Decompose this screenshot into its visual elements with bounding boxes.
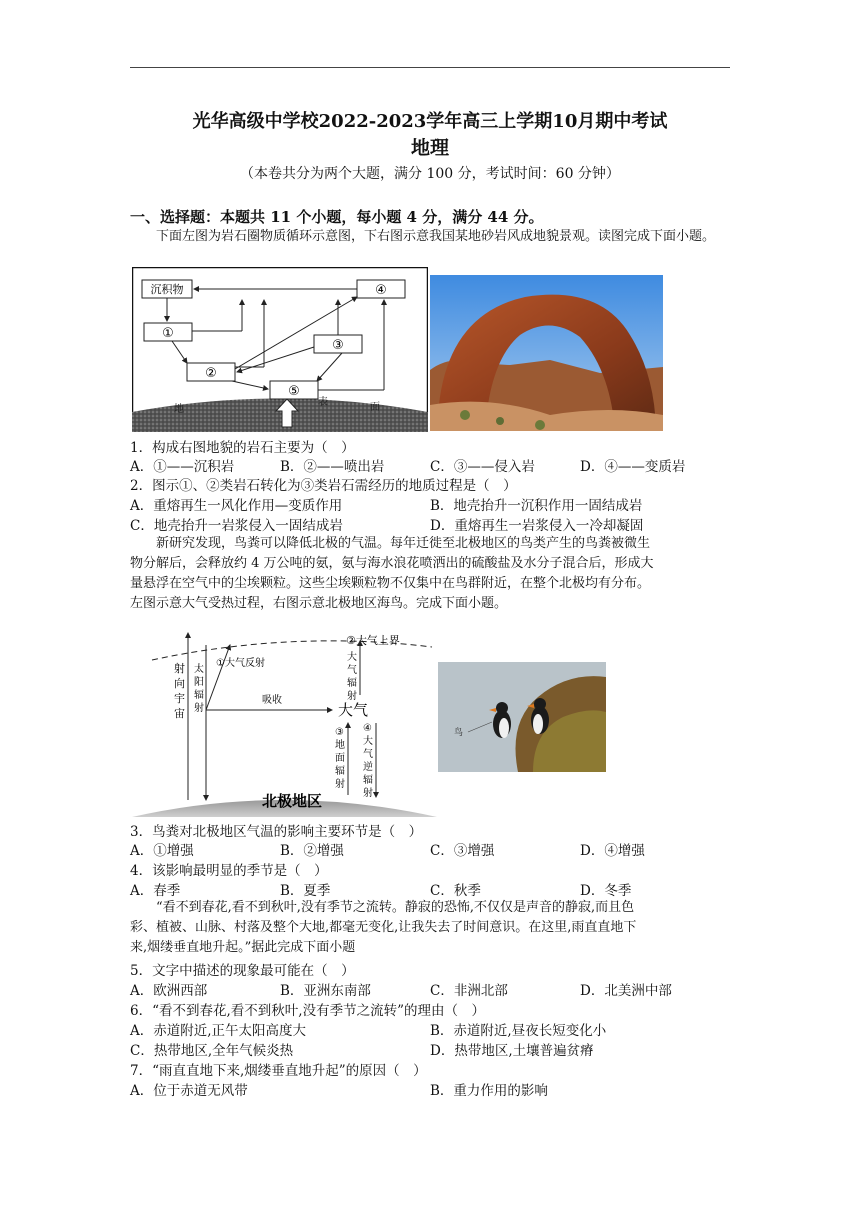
sediment-label: 沉积物: [150, 283, 184, 296]
bird-label: 鸟: [454, 728, 464, 738]
sandstone-arch-photo: [430, 275, 663, 431]
question-2-stem: 2．图示①、②类岩石转化为③类岩石需经历的地质过程是（ ）: [130, 478, 517, 494]
ground-rad-label-3: 面: [335, 753, 345, 764]
q7-option-b: B．重力作用的影响: [430, 1083, 548, 1099]
rock-cycle-diagram: [132, 267, 428, 432]
q6-option-d: D．热带地区,土壤普遍贫瘠: [430, 1043, 594, 1059]
q4-option-c: C．秋季: [430, 883, 481, 899]
solar-label-3: 辐: [194, 690, 204, 701]
q7-option-a: A．位于赤道无风带: [130, 1083, 248, 1099]
back-rad-label-4: 逆: [363, 762, 373, 773]
q2-option-d: D．重熔再生一岩浆侵入一冷却凝固: [430, 518, 644, 534]
q3-option-b: B．②增强: [280, 843, 344, 859]
rock-4-label: ④: [375, 283, 387, 298]
solar-label-4: 射: [194, 703, 204, 714]
intro-bird-line-2: 物分解后，会释放约 4 万公吨的氨，氨与海水浪花喷洒出的硫酸盐及水分子混合后，形成大: [130, 556, 654, 571]
intro-rock-cycle: 下面左图为岩石圈物质循环示意图，下右图示意我国某地砂岩风成地貌景观。读图完成下面小题。: [156, 229, 716, 244]
q4-option-d: D．冬季: [580, 883, 632, 899]
q1-option-a: A．①——沉积岩: [130, 459, 235, 475]
atm-rad-label-2: 气: [347, 665, 357, 676]
q5-option-a: A．欧洲西部: [130, 983, 208, 999]
intro-bird-line-3: 量悬浮在空气中的尘埃颗粒。这些尘埃颗粒物不仅集中在鸟群附近，在整个北极均有分布。: [130, 576, 651, 591]
ground-rad-label-5: 射: [335, 779, 345, 790]
q2-option-b: B．地壳抬升一沉积作用一固结成岩: [430, 498, 643, 514]
to-space-label-3: 宇: [174, 692, 185, 705]
atm-rad-label-1: 大: [347, 652, 357, 663]
back-rad-label-1: ④: [363, 723, 372, 734]
q5-option-d: D．北美洲中部: [580, 983, 672, 999]
q4-option-a: A．春季: [130, 883, 181, 899]
exam-subject: 地理: [410, 137, 449, 159]
surface-label-1: 地: [174, 404, 184, 415]
q5-option-b: B．亚洲东南部: [280, 983, 371, 999]
q3-option-d: D．④增强: [580, 843, 645, 859]
arctic-region-label: 北极地区: [262, 792, 323, 810]
rock-1-label: ①: [162, 326, 174, 341]
back-rad-label-2: 大: [363, 736, 373, 747]
rock-2-label: ②: [205, 366, 217, 381]
q1-option-b: B．②——喷出岩: [280, 459, 385, 475]
atmosphere-label: 大气: [338, 701, 369, 719]
question-7-stem: 7．“雨直直地下来,烟缕垂直地升起”的原因（ ）: [130, 1063, 427, 1079]
seabird-photo: [438, 662, 606, 772]
rock-3-label: ③: [332, 338, 344, 353]
atmosphere-top-label: ②大气上界: [346, 634, 400, 647]
absorb-label: 吸收: [262, 695, 282, 706]
question-3-stem: 3．鸟粪对北极地区气温的影响主要环节是（ ）: [130, 824, 423, 840]
q2-option-c: C．地壳抬升一岩浆侵入一固结成岩: [130, 518, 343, 534]
q3-option-c: C．③增强: [430, 843, 495, 859]
question-5-stem: 5．文字中描述的现象最可能在（ ）: [130, 963, 355, 979]
to-space-label-2: 向: [174, 677, 185, 690]
surface-label-3: 面: [370, 402, 380, 413]
intro-quote-line-3: 来,烟缕垂直地升起。”据此完成下面小题: [130, 940, 356, 955]
ground-rad-label-4: 辐: [335, 766, 345, 777]
back-rad-label-5: 辐: [363, 775, 373, 786]
atm-rad-label-3: 辐: [347, 678, 357, 689]
solar-label-1: 太: [194, 664, 204, 675]
solar-label-2: 阳: [194, 677, 204, 688]
q3-option-a: A．①增强: [130, 843, 194, 859]
header-rule: [130, 67, 730, 68]
ground-rad-label-1: ③: [335, 727, 344, 738]
q5-option-c: C．非洲北部: [430, 983, 508, 999]
to-space-label-1: 射: [174, 662, 185, 675]
question-1-stem: 1．构成右图地貌的岩石主要为（ ）: [130, 440, 355, 456]
intro-quote-line-1: “看不到春花,看不到秋叶,没有季节之流转。静寂的恐怖,不仅仅是声音的静寂,而且色: [156, 900, 635, 915]
exam-title: 光华高级中学校2022-2023学年高三上学期10月期中考试: [192, 111, 668, 132]
q4-option-b: B．夏季: [280, 883, 331, 899]
atmosphere-heating-diagram: [132, 625, 442, 817]
intro-quote-line-2: 彩、植被、山脉、村落及整个大地,都毫无变化,让我失去了时间意识。在这里,雨直直地下: [130, 920, 637, 935]
section-heading: 一、选择题：本题共 11 个小题，每小题 4 分，满分 44 分。: [130, 208, 544, 226]
q6-option-a: A．赤道附近,正午太阳高度大: [130, 1023, 307, 1039]
intro-bird-line-1: 新研究发现，鸟粪可以降低北极的气温。每年迁徙至北极地区的鸟类产生的鸟粪被微生: [156, 536, 651, 551]
back-rad-label-6: 射: [363, 788, 373, 799]
exam-note: （本卷共分为两个大题，满分 100 分，考试时间：60 分钟）: [240, 166, 620, 182]
back-rad-label-3: 气: [363, 749, 373, 760]
intro-bird-line-4: 左图示意大气受热过程，右图示意北极地区海鸟。完成下面小题。: [130, 596, 508, 611]
atm-rad-label-4: 射: [347, 691, 357, 702]
q6-option-c: C．热带地区,全年气候炎热: [130, 1043, 294, 1059]
reflect-label: ①大气反射: [216, 658, 265, 669]
to-space-label-4: 宙: [174, 707, 185, 720]
question-6-stem: 6．“看不到春花,看不到秋叶,没有季节之流转”的理由（ ）: [130, 1003, 485, 1019]
surface-label-2: 表: [318, 397, 328, 408]
q1-option-c: C．③——侵入岩: [430, 459, 535, 475]
q6-option-b: B．赤道附近,昼夜长短变化小: [430, 1023, 607, 1039]
ground-rad-label-2: 地: [335, 740, 345, 751]
q1-option-d: D．④——变质岩: [580, 459, 686, 475]
magma-5-label: ⑤: [288, 384, 300, 399]
q2-option-a: A．重熔再生一风化作用—变质作用: [130, 498, 343, 514]
question-4-stem: 4．该影响最明显的季节是（ ）: [130, 863, 328, 879]
